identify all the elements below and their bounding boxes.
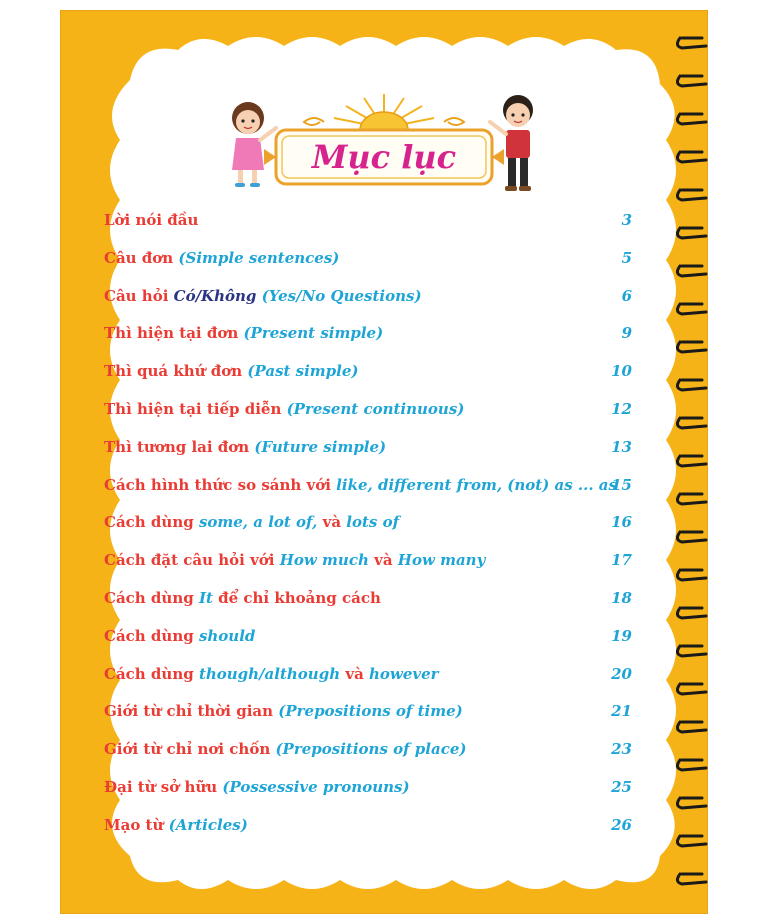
toc-entry-text: (Simple sentences) [178, 248, 340, 267]
toc-entry-text: và [368, 551, 398, 570]
toc-entry[interactable] [104, 773, 640, 801]
toc-page-number: 19 [611, 626, 632, 645]
toc-entry-text: (Yes/No Questions) [256, 286, 422, 305]
toc-page-number: 9 [621, 324, 632, 343]
toc-page-number: 13 [611, 437, 632, 456]
toc-entry-text: some, a lot of, [198, 513, 318, 532]
toc-entry[interactable] [104, 471, 640, 499]
toc-entry-text: Thì hiện tại tiếp diễn [104, 400, 287, 418]
toc-entry-text: lots of [346, 513, 400, 532]
toc-entry[interactable] [104, 508, 640, 536]
toc-page-number: 12 [611, 400, 632, 418]
toc-entry-text: though/although [198, 664, 341, 683]
toc-entry[interactable] [104, 357, 640, 385]
toc-entry-text: (Present simple) [243, 324, 384, 343]
toc-entry-text: Lời nói đầu [104, 211, 199, 229]
toc-entry[interactable] [104, 811, 640, 839]
toc-entry[interactable] [104, 660, 640, 688]
toc-entry-text: How many [397, 551, 486, 570]
toc-entry-text: Cách dùng [104, 589, 199, 607]
toc-entry[interactable] [104, 319, 640, 347]
toc-page-number: 15 [611, 475, 632, 494]
toc-page-number: 10 [611, 362, 632, 381]
toc-entry-text: để chỉ khoảng cách [212, 589, 381, 607]
toc-entry-text: Thì hiện tại đơn [104, 324, 244, 343]
toc-page-number: 3 [621, 211, 632, 229]
toc-entry-text: Đại từ sở hữu [104, 778, 223, 796]
toc-entry[interactable] [104, 395, 640, 423]
toc-entry-text: Mạo từ [104, 815, 169, 834]
toc-page-number: 21 [611, 702, 632, 721]
toc-entry-text: should [198, 626, 256, 645]
toc-page-number: 20 [611, 664, 632, 683]
toc-entry-text: Cách dùng [104, 513, 199, 532]
toc-entry-text: Giới từ chỉ thời gian [104, 702, 279, 721]
toc-entry-text: Cách dùng [104, 626, 199, 645]
toc-page-number: 18 [611, 589, 632, 607]
toc-entry-text: It [198, 589, 213, 607]
toc-entry-text: Giới từ chỉ nơi chốn [104, 740, 276, 759]
toc-page-number: 16 [611, 513, 632, 532]
toc-entry-text: Có/Không [173, 286, 257, 305]
toc-entry-text: (Present continuous) [286, 400, 465, 418]
toc-entry-text: (Possessive pronouns) [222, 778, 410, 796]
toc-entry-text: (Articles) [168, 815, 248, 834]
toc-page-number: 25 [611, 778, 632, 796]
toc-page-number: 23 [611, 740, 632, 759]
toc-entry-text: và [340, 664, 370, 683]
toc-page-number: 17 [611, 551, 632, 570]
toc-entry[interactable] [104, 546, 640, 574]
spiral-binding [672, 30, 712, 900]
toc-entry-text: (Prepositions of time) [278, 702, 463, 721]
toc-entry-text: (Prepositions of place) [275, 740, 467, 759]
toc-entry[interactable] [104, 697, 640, 725]
toc-page-number: 5 [621, 248, 632, 267]
header [228, 88, 540, 200]
spiral-coils-icon [672, 30, 712, 900]
toc-entry-text: (Future simple) [254, 437, 387, 456]
toc-entry-text: however [369, 664, 439, 683]
toc-entry-text: Thì tương lai đơn [104, 437, 255, 456]
toc-entry[interactable] [104, 282, 640, 310]
toc-entry-text: like, different from, (not) as ... as [336, 475, 617, 494]
toc-page-number: 6 [621, 286, 632, 305]
toc-entry[interactable] [104, 433, 640, 461]
toc-entry-text: Câu hỏi [104, 286, 174, 305]
toc-entry-text: Cách đặt câu hỏi với [104, 551, 280, 570]
toc-entry-text: Câu đơn [104, 248, 179, 267]
toc-entry-text: How much [279, 551, 369, 570]
toc-entry-text: và [317, 513, 347, 532]
toc-entry[interactable] [104, 622, 640, 650]
toc-entry-text: (Past simple) [247, 362, 359, 381]
toc-entry[interactable] [104, 584, 640, 612]
toc-entry-text: Cách hình thức so sánh với [104, 475, 337, 494]
toc-entry[interactable] [104, 735, 640, 763]
toc-entry-text: Thì quá khứ đơn [104, 362, 248, 381]
page-title: Mục lục [311, 138, 457, 176]
toc-entry-text: Cách dùng [104, 664, 199, 683]
toc-entry[interactable] [104, 244, 640, 272]
toc-entry[interactable] [104, 206, 640, 234]
toc-page-number: 26 [611, 815, 632, 834]
